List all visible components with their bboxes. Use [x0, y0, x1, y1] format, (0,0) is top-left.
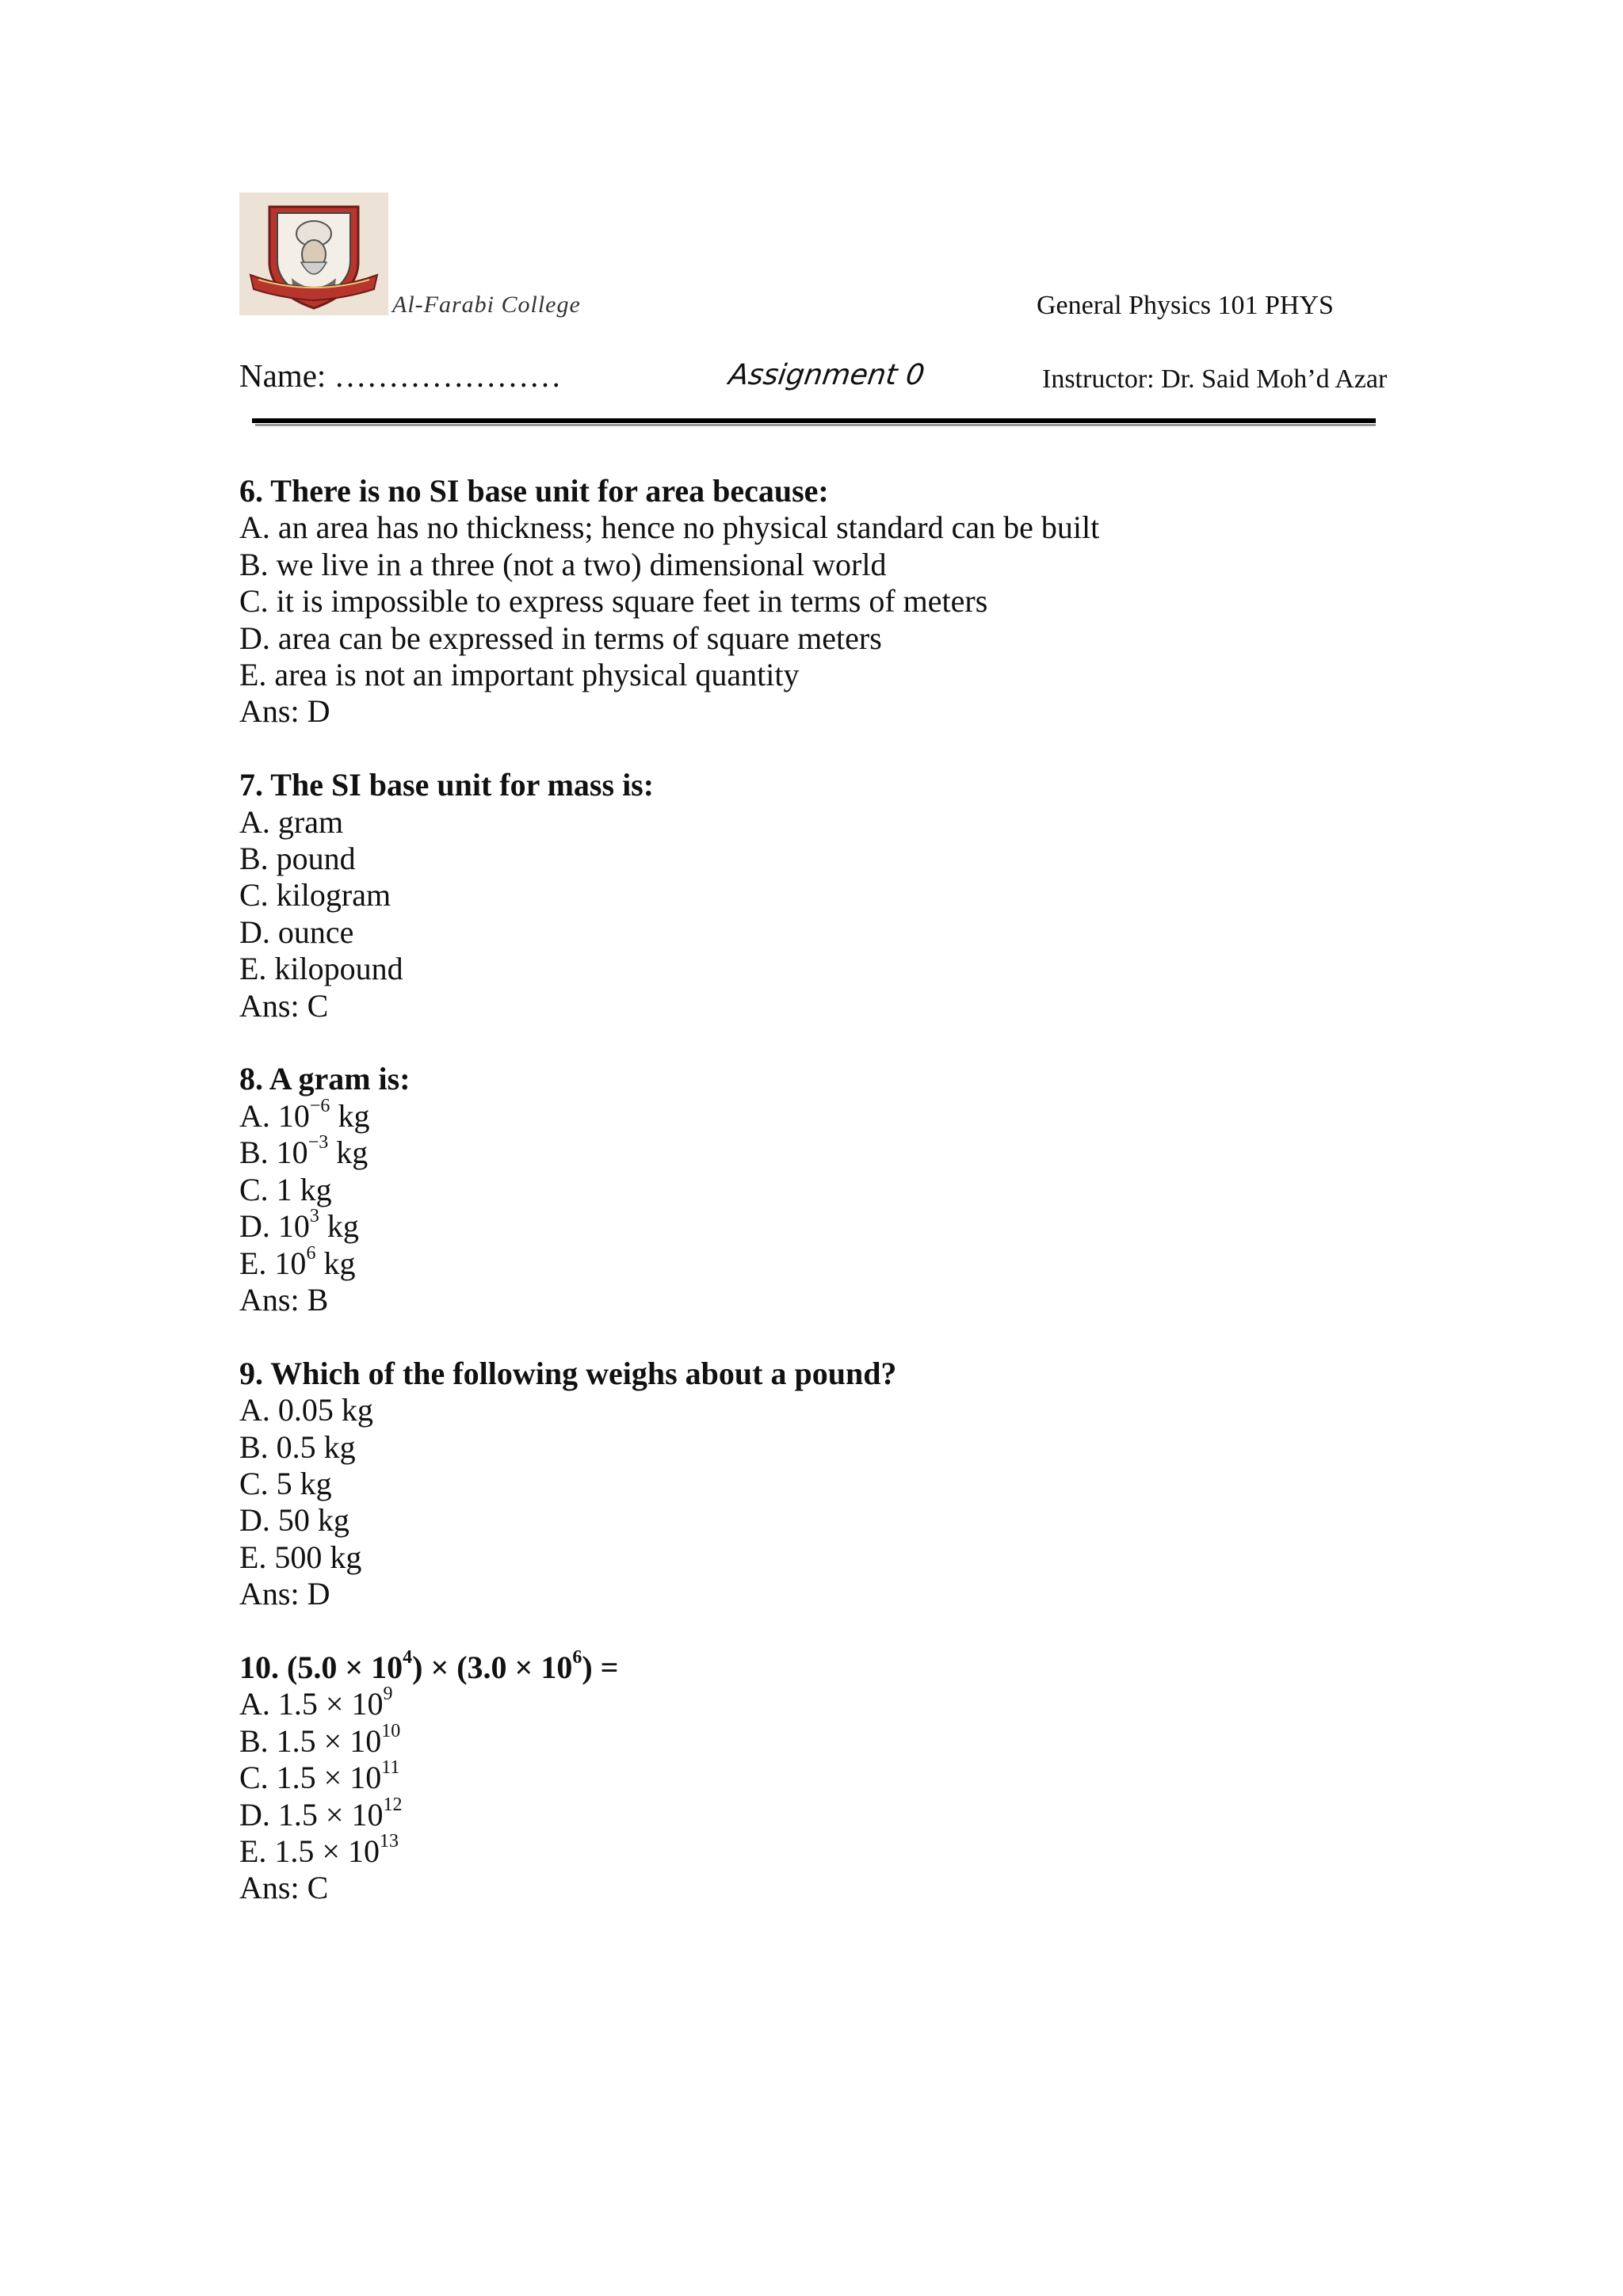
option-exponent: −3 — [307, 1132, 329, 1154]
question-10 — [239, 1646, 1507, 1907]
option-base: A. 10 — [239, 1097, 310, 1134]
answer-key: Ans: B — [239, 1281, 329, 1318]
answer-option — [239, 1757, 1507, 1796]
option-base: E. 1.5 × 10 — [239, 1833, 380, 1869]
question-title: 9. Which of the following weighs about a pound? — [239, 1355, 897, 1391]
answer-key: Ans: D — [239, 1576, 330, 1612]
option-base: C. 1.5 × 10 — [239, 1760, 382, 1796]
question-title — [239, 1646, 1507, 1686]
answer-option: E. area is not an important physical quantity — [239, 657, 800, 693]
answer-option: A. gram — [239, 803, 344, 840]
answer-option — [239, 1242, 1507, 1282]
title-exponent: 4 — [403, 1646, 413, 1668]
answer-option: D. ounce — [239, 913, 354, 950]
option-unit: kg — [315, 1245, 356, 1281]
question-9 — [239, 1356, 1507, 1613]
title-part: 10. (5.0 × 10 — [239, 1649, 403, 1685]
header-divider-shadow — [255, 424, 1376, 426]
header-divider — [252, 418, 1376, 423]
answer-option: C. 1 kg — [239, 1171, 332, 1207]
option-exponent: 13 — [380, 1830, 399, 1852]
option-exponent: 11 — [381, 1757, 400, 1779]
title-exponent: 6 — [572, 1646, 582, 1668]
question-title: 8. A gram is: — [239, 1061, 411, 1097]
option-unit: kg — [330, 1097, 370, 1134]
answer-option: B. we live in a three (not a two) dimensional world — [239, 546, 887, 582]
answer-option — [239, 1132, 1507, 1171]
question-title: 6. There is no SI base unit for area because: — [239, 473, 829, 509]
answer-option: B. pound — [239, 841, 356, 877]
option-base: B. 10 — [239, 1135, 308, 1171]
college-name: Al-Farabi College — [392, 292, 581, 318]
answer-option — [239, 1720, 1507, 1760]
answer-option — [239, 1095, 1507, 1135]
answer-option: D. 50 kg — [239, 1502, 349, 1539]
answer-option: E. 500 kg — [239, 1539, 362, 1575]
title-part: ) × (3.0 × 10 — [412, 1649, 573, 1685]
question-8 — [239, 1061, 1507, 1318]
option-base: D. 1.5 × 10 — [239, 1796, 384, 1833]
assignment-title: Assignment 0 — [727, 359, 927, 391]
option-base: A. 1.5 × 10 — [239, 1686, 384, 1722]
option-exponent: 9 — [383, 1684, 393, 1705]
option-unit: kg — [319, 1208, 359, 1245]
answer-option: C. it is impossible to express square feet in terms of meters — [239, 583, 988, 620]
option-base: B. 1.5 × 10 — [239, 1722, 382, 1759]
answer-option: A. 0.05 kg — [239, 1392, 373, 1428]
question-7 — [239, 767, 1507, 1024]
college-crest-icon — [239, 193, 388, 315]
option-unit: kg — [328, 1135, 369, 1171]
answer-key: Ans: C — [239, 987, 329, 1024]
answer-option: D. area can be expressed in terms of square meters — [239, 620, 882, 656]
course-title: General Physics 101 PHYS — [1037, 291, 1334, 320]
answer-option — [239, 1686, 1507, 1722]
option-base: E. 10 — [239, 1245, 307, 1281]
answer-key: Ans: D — [239, 693, 330, 730]
answer-option — [239, 1830, 1507, 1870]
question-6 — [239, 473, 1507, 730]
answer-option: C. 5 kg — [239, 1465, 332, 1501]
question-title: 7. The SI base unit for mass is: — [239, 767, 655, 803]
option-exponent: 6 — [306, 1242, 316, 1264]
option-exponent: 12 — [383, 1794, 403, 1815]
answer-option: E. kilopound — [239, 951, 403, 987]
answer-option — [239, 1794, 1507, 1833]
answer-option — [239, 1208, 1507, 1245]
option-exponent: 3 — [309, 1206, 319, 1227]
answer-option: C. kilogram — [239, 877, 391, 913]
answer-option: A. an area has no thickness; hence no physical standard can be built — [239, 509, 1100, 546]
question-list — [239, 473, 1507, 1943]
answer-key: Ans: C — [239, 1870, 329, 1906]
option-exponent: −6 — [309, 1095, 330, 1116]
answer-option: B. 0.5 kg — [239, 1428, 356, 1465]
option-base: D. 10 — [239, 1208, 310, 1245]
student-name-field: Name: ………………… — [239, 357, 562, 394]
college-logo — [239, 193, 388, 315]
title-part: ) = — [582, 1649, 619, 1685]
option-exponent: 10 — [381, 1720, 401, 1741]
instructor-name: Instructor: Dr. Said Moh’d Azar — [1042, 364, 1388, 394]
